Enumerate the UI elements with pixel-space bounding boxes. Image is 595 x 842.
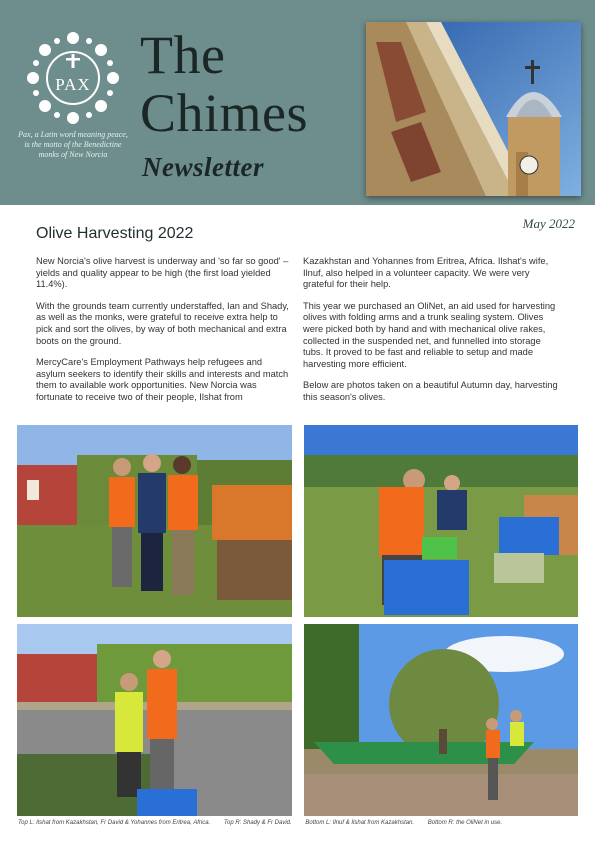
masthead-title-line2: Chimes (140, 83, 309, 143)
motto-text: Pax, a Latin word meaning peace, is the motto of the Benedictine monks of New Norcia (18, 130, 128, 159)
church-tower-photo (366, 22, 581, 196)
article-title: Olive Harvesting 2022 (36, 225, 194, 242)
article-paragraph: New Norcia's olive harvest is underway and 'so far so good' – yields and quality appear to be high (the first load yielded 11.4%). (36, 256, 289, 290)
caption-top-left: Top L: Ilshat from Kazakhstan, Fr David & Yohannes from Eritrea, Africa. (18, 820, 211, 826)
caption-bottom-right: Bottom R: the OliNet in use. (427, 820, 503, 826)
emblem-text: PAX (55, 75, 91, 94)
article-paragraph: With the grounds team currently understaffed, Ian and Shady, as well as the monks, were grateful to receive extra help to pick and sort the olives, by way of both mechanical and extra boots on the ground. (36, 300, 289, 346)
article-column-left (36, 256, 294, 414)
article-paragraph: Below are photos taken on a beautiful Autumn day, harvesting this season's olives. (303, 380, 558, 402)
article-column-right (303, 256, 561, 414)
article-paragraph: This year we purchased an OliNet, an aid used for harvesting olives with folding arms and a trunk sealing system. Olives were picked both by hand and with mechanical olive rakes, collected in the suspended net, and funnelled into storage tubs. It proved to be fast and reliable to setup and made harvesting more efficient. (303, 300, 556, 369)
pax-emblem-logo (22, 28, 124, 128)
caption-top-right: Top R: Shady & Fr David. (223, 820, 292, 826)
photo-olinet-in-use (304, 624, 578, 816)
issue-date: May 2022 (522, 216, 575, 231)
photo-sorting-olives (304, 425, 578, 617)
article-paragraph: Kazakhstan and Yohannes from Eritrea, Africa. Ilshat's wife, Ilnuf, also helped in a volunteer capacity. We were very grateful for their help. (303, 256, 549, 290)
masthead-title-line1: The (140, 25, 226, 85)
article-paragraph: MercyCare's Employment Pathways help refugees and asylum seekers to identify their skills and interests and match them to available work opportunities. New Norcia was fortunate to receive two of their people, Ilshat from (36, 357, 289, 402)
photo-three-men-with-crates (17, 425, 292, 617)
caption-bottom-left: Bottom L: Ilnuf & Ilshat from Kazakhstan. (305, 820, 415, 826)
photo-couple-roadside (17, 624, 292, 816)
masthead-subtitle: Newsletter (142, 152, 264, 182)
masthead-banner (0, 0, 595, 205)
photo-captions (18, 820, 583, 826)
